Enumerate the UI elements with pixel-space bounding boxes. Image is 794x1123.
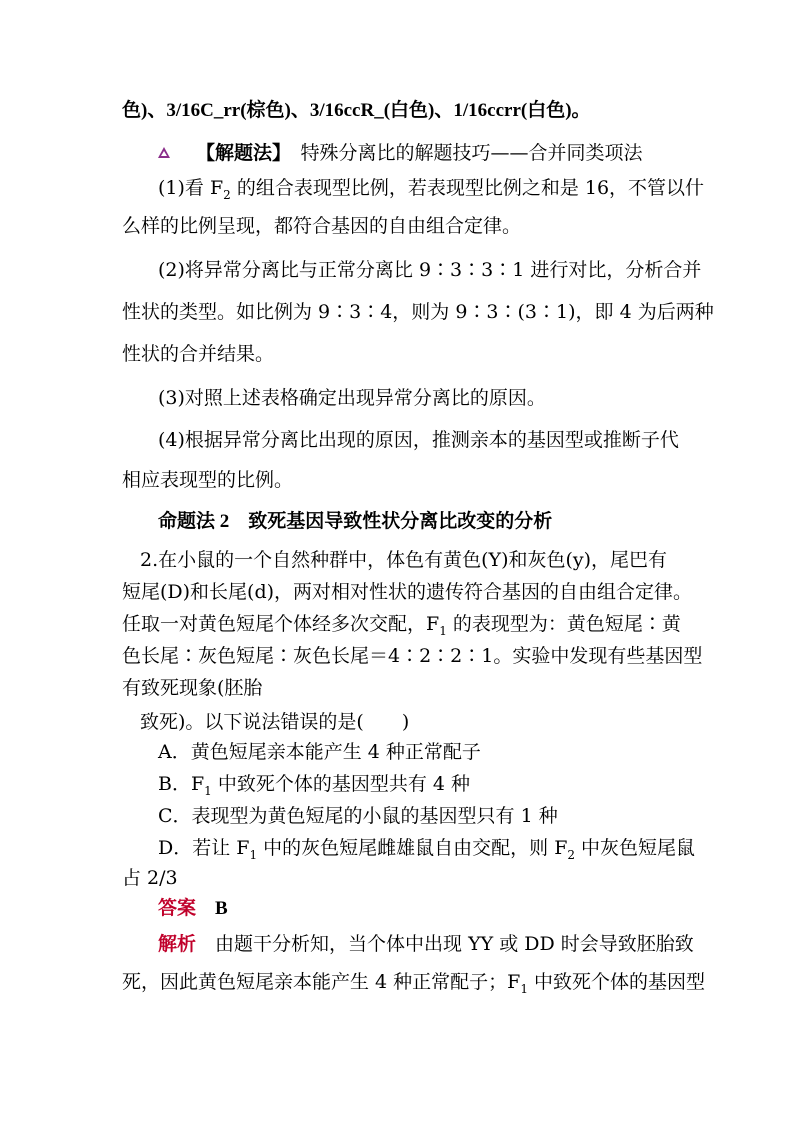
option-a: A．黄色短尾亲本能产生 4 种正常配子: [158, 741, 481, 763]
option-d: D．若让 $F_1$ 中的灰色短尾雌雄鼠自由交配，则 $F_2$ 中灰色短尾鼠: [158, 837, 696, 862]
question-line-1: 2.在小鼠的一个自然种群中，体色有黄色(Y)和灰色(y)，尾巴有: [140, 549, 668, 571]
paragraph-3: (3)对照上述表格确定出现异常分离比的原因。: [158, 387, 546, 409]
line-continuation: 色)、3/16C_rr(棕色)、3/16ccR_(白色)、1/16ccrr(白色)。: [122, 100, 591, 121]
question-line-3: 任取一对黄色短尾个体经多次交配，$F_1$ 的表现型为：黄色短尾∶黄: [122, 613, 681, 638]
method-title: 特殊分离比的解题技巧——合并同类项法: [300, 142, 643, 164]
analysis: 解析 由题干分析知，当个体中出现 YY 或 DD 时会导致胚胎致: [158, 933, 694, 955]
paragraph-1-cont: 么样的比例呈现，都符合基因的自由组合定律。: [122, 215, 522, 237]
question-line-2: 短尾(D)和长尾(d)，两对相对性状的遗传符合基因的自由组合定律。: [122, 581, 693, 603]
method-heading: [158, 141, 643, 166]
paragraph-4-cont: 相应表现型的比例。: [122, 469, 294, 491]
method-label: 【解题法】: [196, 143, 282, 164]
question-line-6: 致死)。以下说法错误的是( ): [140, 711, 410, 733]
paragraph-2-cont: 性状的类型。如比例为 9∶3∶4，则为 9∶3∶(3∶1)，即 4 为后两种: [122, 301, 714, 323]
answer: [158, 896, 228, 921]
triangle-icon: [158, 147, 170, 158]
answer-label: 答案: [158, 897, 197, 919]
paragraph-2: (2)将异常分离比与正常分离比 9∶3∶3∶1 进行对比，分析合并: [158, 259, 702, 281]
section-heading: 命题法 2 致死基因导致性状分离比改变的分析: [158, 511, 553, 532]
question-line-4: 色长尾∶灰色短尾∶灰色长尾＝4∶2∶2∶1。实验中发现有些基因型: [122, 645, 703, 667]
option-d-cont: 占 2/3: [122, 867, 178, 889]
analysis-label: 解析: [158, 933, 197, 955]
paragraph-1: (1)看 $F_2$ 的组合表现型比例，若表现型比例之和是 16，不管以什: [158, 177, 705, 202]
paragraph-4: (4)根据异常分离比出现的原因，推测亲本的基因型或推断子代: [158, 429, 679, 451]
paragraph-2-end: 性状的合并结果。: [122, 343, 275, 365]
question-line-5: 有致死现象(胚胎: [122, 677, 263, 699]
answer-value: B: [215, 898, 228, 919]
option-b: B．$F_1$ 中致死个体的基因型共有 4 种: [158, 773, 471, 798]
analysis-cont: 死，因此黄色短尾亲本能产生 4 种正常配子；$F_1$ 中致死个体的基因型: [122, 971, 706, 996]
option-c: C．表现型为黄色短尾的小鼠的基因型只有 1 种: [158, 805, 558, 827]
